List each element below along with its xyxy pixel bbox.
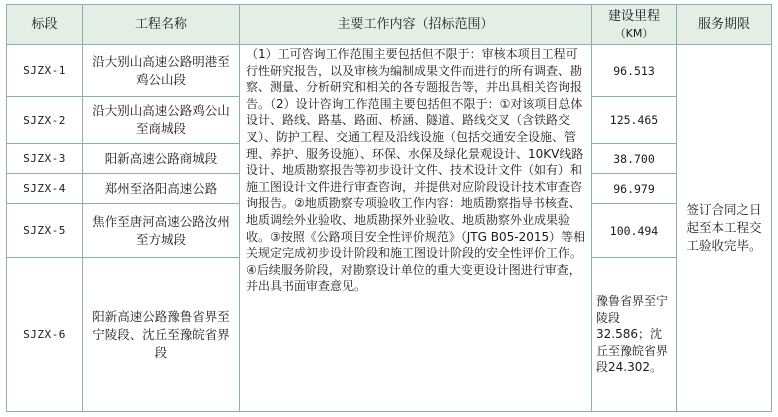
mileage-value: 100.494: [592, 204, 677, 258]
mileage-value: 豫鲁省界至宁陵段32.586；沈丘至豫皖省界段24.302。: [592, 258, 677, 412]
header-mileage-title: 建设里程: [607, 8, 660, 24]
header-row: [7, 5, 772, 45]
header-mileage: [592, 5, 677, 45]
header-main-content: 主要工作内容（招标范围）: [240, 5, 592, 45]
project-name: 阳新高速公路商城段: [83, 144, 240, 174]
project-name: 阳新高速公路豫鲁省界至宁陵段、沈丘至豫皖省界段: [83, 258, 240, 412]
mileage-value: 96.979: [592, 174, 677, 204]
section-code: SJZX-6: [7, 258, 83, 412]
mileage-value: 96.513: [592, 45, 677, 97]
table-row: [7, 45, 772, 97]
header-mileage-unit: （KM）: [614, 26, 654, 40]
service-period-cell: 签订合同之日起至本工程交工验收完毕。: [677, 45, 772, 412]
header-section: 标段: [7, 5, 83, 45]
mileage-value: 125.465: [592, 97, 677, 144]
section-code: SJZX-3: [7, 144, 83, 174]
header-service-period: 服务期限: [677, 5, 772, 45]
section-code: SJZX-1: [7, 45, 83, 97]
project-name: 沿大别山高速公路明港至鸡公山段: [83, 45, 240, 97]
bid-section-table: [6, 4, 772, 412]
header-project-name: 工程名称: [83, 5, 240, 45]
project-name: 郑州至洛阳高速公路: [83, 174, 240, 204]
project-name: 焦作至唐河高速公路汝州至方城段: [83, 204, 240, 258]
section-code: SJZX-4: [7, 174, 83, 204]
section-code: SJZX-5: [7, 204, 83, 258]
project-name: 沿大别山高速公路鸡公山至商城段: [83, 97, 240, 144]
main-content-cell: （1）工可咨询工作范围主要包括但不限于：审核本项目工程可行性研究报告，以及审核为编制成果文件而进行的所有调查、勘察、测量、分析研究和相关的各专题报告等，并出具相关咨询报告。（2）设计咨询工作范围主要包括但不限于：①对该项目总体设计、路线、路基、路面、桥涵、隧道、路线交叉（含铁路交叉）、防护工程、交通工程及沿线设施（包括交通安全设施、管理、养护、服务设施）、环保、水保及绿化景观设计、10KV线路设计、地质勘察报告等初步设计文件、技术设计文件（如有）和施工图设计文件进行审查咨询，并提供对应阶段设计技术审查咨询报告。②地质勘察专项验收工作内容：地质勘察指导书核查、地质调绘外业验收、地质勘探外业验收、地质勘察外业成果验收。③按照《公路项目安全性评价规范》（JTG B05-2015）等相关规定完成初步设计阶段和施工图设计阶段的安全性评价工作。④后续服务阶段，对勘察设计单位的重大变更设计图进行审查，并出具书面审查意见。: [240, 45, 592, 412]
section-code: SJZX-2: [7, 97, 83, 144]
mileage-value: 38.700: [592, 144, 677, 174]
